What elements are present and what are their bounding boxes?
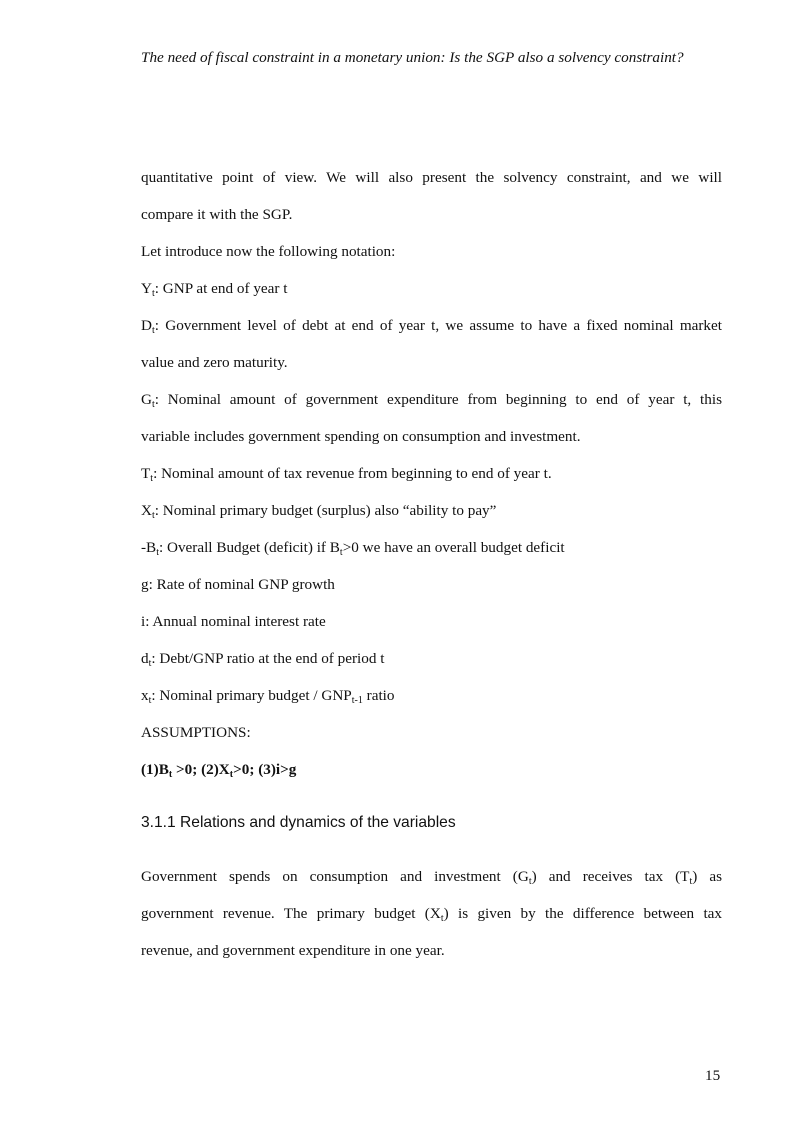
notation-x <box>141 502 497 521</box>
definition-end: ratio <box>362 687 395 704</box>
assumption-part: >0; (3)i>g <box>233 761 297 778</box>
symbol: -B <box>141 539 157 556</box>
intro-line-3: Let introduce now the following notation: <box>141 243 396 260</box>
subscript: t <box>151 325 155 336</box>
text: government revenue. The primary budget (X <box>141 905 441 922</box>
body-line-2 <box>141 905 722 924</box>
definition: : Overall Budget (deficit) if B <box>158 539 340 556</box>
subscript: t <box>156 547 159 558</box>
body-line-1 <box>141 868 722 887</box>
subscript: t <box>151 288 155 299</box>
text: ) is given by the difference between tax <box>443 905 722 922</box>
definition: : Nominal primary budget (surplus) also “ability to pay” <box>154 502 497 519</box>
subscript: t <box>148 658 152 669</box>
definition: : Nominal amount of government expenditure from beginning to end of year t, this <box>154 391 722 408</box>
notation-interest: i: Annual nominal interest rate <box>141 613 326 630</box>
subscript: t <box>229 769 234 780</box>
subscript: t <box>151 399 155 410</box>
text: ) as <box>692 868 722 885</box>
running-header: The need of fiscal constraint in a monetary union: Is the SGP also a solvency constraint? <box>141 49 684 66</box>
subscript: t <box>168 769 173 780</box>
notation-y <box>141 280 288 299</box>
definition: : Nominal primary budget / GNP <box>151 687 352 704</box>
notation-primary-ratio <box>141 687 395 706</box>
symbol: d <box>141 650 149 667</box>
subscript: t <box>689 876 693 887</box>
assumptions-heading: ASSUMPTIONS: <box>141 724 251 741</box>
notation-d-continued: value and zero maturity. <box>141 354 288 371</box>
page-number: 15 <box>705 1067 721 1084</box>
section-heading: 3.1.1 Relations and dynamics of the variables <box>141 814 456 831</box>
definition: : GNP at end of year t <box>154 280 288 297</box>
assumptions-list <box>141 761 297 780</box>
subscript: t-1 <box>351 695 363 706</box>
intro-line-1: quantitative point of view. We will also present the solvency constraint, and we will <box>141 169 722 186</box>
subscript: t <box>528 876 532 887</box>
notation-d <box>141 317 722 336</box>
notation-g <box>141 391 722 410</box>
symbol: D <box>141 317 152 334</box>
notation-growth: g: Rate of nominal GNP growth <box>141 576 335 593</box>
notation-b <box>141 539 565 558</box>
definition-end: >0 we have an overall budget deficit <box>342 539 565 556</box>
subscript: t <box>339 547 343 558</box>
notation-debt-ratio <box>141 650 385 669</box>
definition: : Debt/GNP ratio at the end of period t <box>151 650 385 667</box>
body-line-3: revenue, and government expenditure in one year. <box>141 942 445 959</box>
text: Government spends on consumption and investment (G <box>141 868 529 885</box>
subscript: t <box>148 695 152 706</box>
notation-t <box>141 465 552 484</box>
assumption-part: >0; (2)X <box>172 761 230 778</box>
intro-line-2: compare it with the SGP. <box>141 206 293 223</box>
text: ) and receives tax (T <box>531 868 690 885</box>
subscript: t <box>151 510 155 521</box>
definition: : Government level of debt at end of year t, we assume to have a fixed nominal market <box>154 317 722 334</box>
subscript: t <box>150 473 154 484</box>
symbol: T <box>141 465 151 482</box>
definition: : Nominal amount of tax revenue from beginning to end of year t. <box>153 465 552 482</box>
symbol: G <box>141 391 152 408</box>
notation-g-continued: variable includes government spending on consumption and investment. <box>141 428 581 445</box>
subscript: t <box>440 913 444 924</box>
symbol: x <box>141 687 149 704</box>
symbol: Y <box>141 280 152 297</box>
assumption-part: (1)B <box>141 761 169 778</box>
symbol: X <box>141 502 152 519</box>
